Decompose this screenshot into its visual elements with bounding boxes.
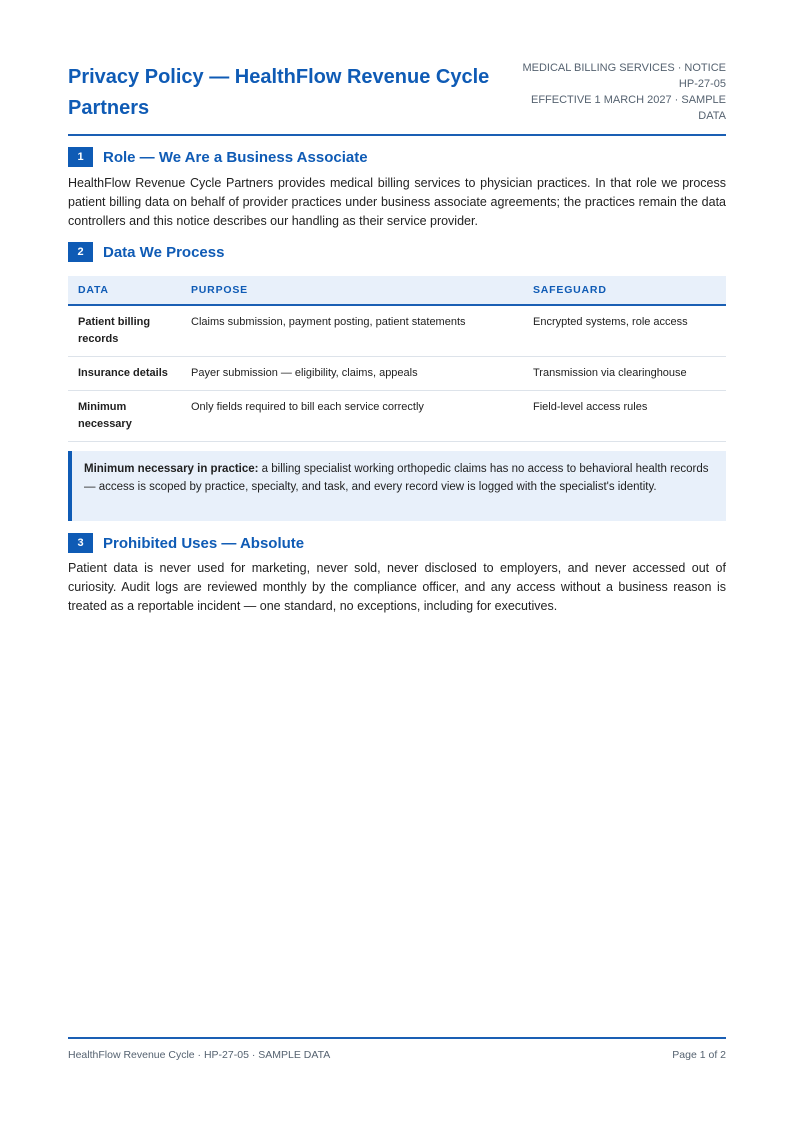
page-number: Page 1 of 2 xyxy=(672,1049,726,1061)
section-title: Prohibited Uses — Absolute xyxy=(103,534,305,552)
section-title: Role — We Are a Business Associate xyxy=(103,148,368,166)
table-row xyxy=(68,391,726,442)
table-cell: Encrypted systems, role access xyxy=(523,305,726,357)
data-table xyxy=(68,276,726,442)
document-meta xyxy=(496,60,726,124)
column-header-safeguard: SAFEGUARD xyxy=(523,276,726,305)
section-1-heading xyxy=(68,146,368,168)
table-cell: Patient billing records xyxy=(68,305,181,357)
callout-box xyxy=(68,451,726,521)
document-header xyxy=(68,58,726,136)
table-cell: Only fields required to bill each service correctly xyxy=(181,391,523,442)
section-title: Data We Process xyxy=(103,243,225,261)
table-row xyxy=(68,357,726,391)
footer-left-text: HealthFlow Revenue Cycle · HP-27-05 · SAMPLE DATA xyxy=(68,1049,331,1061)
table-header-row xyxy=(68,276,726,305)
table-cell: Transmission via clearinghouse xyxy=(523,357,726,391)
meta-line: DATA xyxy=(698,110,726,122)
section-number-badge: 1 xyxy=(68,147,93,167)
table-cell: Claims submission, payment posting, patient statements xyxy=(181,305,523,357)
callout-text: a billing specialist working orthopedic claims has no access to behavioral health records — access is scoped by practice, specialty, and task, and every record view is logged with the specialist's identity. xyxy=(84,463,709,493)
table-cell: Insurance details xyxy=(68,357,181,391)
table-cell: Payer submission — eligibility, claims, appeals xyxy=(181,357,523,391)
meta-line: EFFECTIVE 1 MARCH 2027 · SAMPLE xyxy=(531,94,726,106)
page-footer xyxy=(68,1037,726,1061)
section-1-body: HealthFlow Revenue Cycle Partners provides medical billing services to physician practices. In that role we process patient billing data on behalf of provider practices under business associate agreements; the practices remain the data controllers and this notice describes our handling as their service provider. xyxy=(68,176,726,228)
table-row xyxy=(68,305,726,357)
table-cell: Field-level access rules xyxy=(523,391,726,442)
page-title: Privacy Policy — HealthFlow Revenue Cycle Partners xyxy=(68,66,490,119)
section-3-heading xyxy=(68,532,304,554)
section-2-heading xyxy=(68,241,224,263)
meta-line: MEDICAL BILLING SERVICES · NOTICE xyxy=(522,62,726,74)
section-number-badge: 3 xyxy=(68,533,93,553)
callout-lead: Minimum necessary in practice: xyxy=(84,463,259,475)
meta-line: HP-27-05 xyxy=(678,78,726,90)
column-header-purpose: PURPOSE xyxy=(181,276,523,305)
table-cell: Minimum necessary xyxy=(68,391,181,442)
section-3-body: Patient data is never used for marketing, never sold, never disclosed to employers, and never accessed out of curiosity. Audit logs are reviewed monthly by the compliance officer, and any access without a business reason is treated as a reportable incident — one standard, no exceptions, including for executives. xyxy=(68,561,726,613)
column-header-data: DATA xyxy=(68,276,181,305)
section-number-badge: 2 xyxy=(68,242,93,262)
